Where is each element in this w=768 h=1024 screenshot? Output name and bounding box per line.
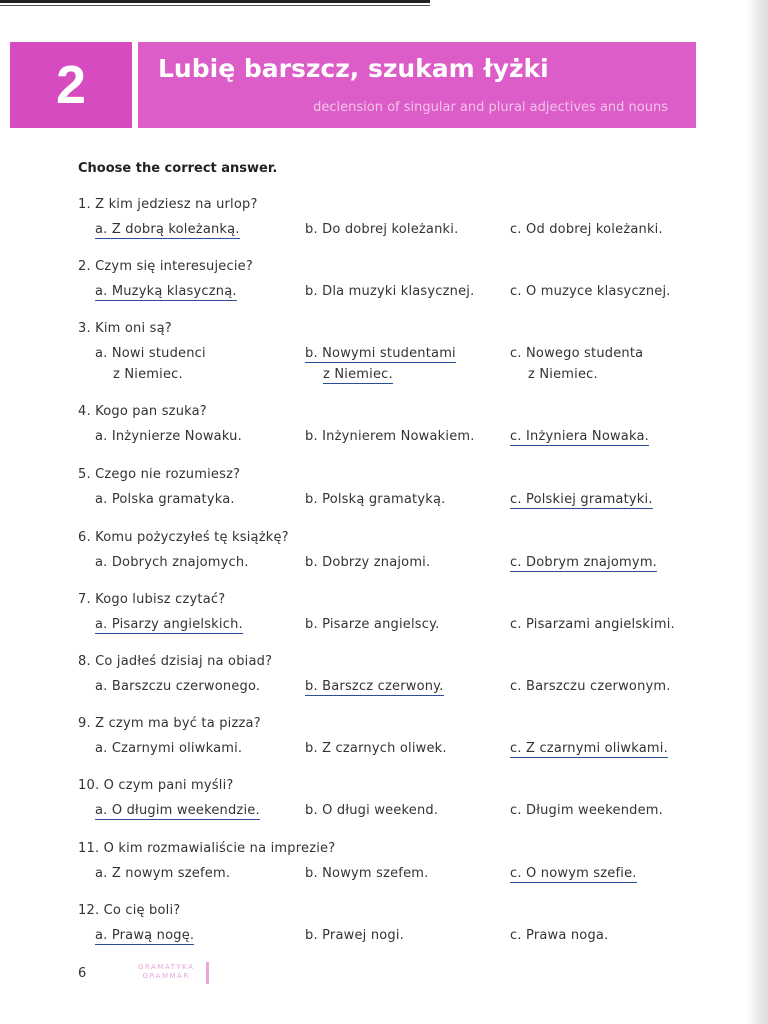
answer-option-text: b. Polską gramatyką.	[305, 492, 446, 507]
answer-option-text: b. Barszcz czerwony.	[305, 679, 444, 694]
answer-option-a[interactable]	[95, 738, 242, 759]
answer-option-b[interactable]	[305, 552, 430, 573]
answer-option-text: b. Z czarnych oliwek.	[305, 741, 447, 756]
answer-option-b[interactable]	[305, 426, 475, 447]
footer-label-line1: GRAMATYKA	[138, 963, 195, 971]
answer-option-text: c. Inżyniera Nowaka.	[510, 429, 649, 444]
answer-option-a[interactable]	[95, 552, 249, 573]
answer-option-text: a. Z nowym szefem.	[95, 866, 231, 881]
answer-option-c[interactable]	[510, 800, 663, 821]
answer-option-text: b. Do dobrej koleżanki.	[305, 222, 459, 237]
answer-option-b[interactable]	[305, 281, 474, 302]
answer-option-c[interactable]	[510, 552, 657, 573]
answer-option-text-line2: z Niemiec.	[113, 367, 183, 382]
answer-option-c[interactable]	[510, 489, 653, 510]
answer-option-text: c. Długim weekendem.	[510, 803, 663, 818]
footer-label	[138, 963, 194, 981]
answer-option-a[interactable]	[95, 676, 260, 697]
answer-option-text: a. Czarnymi oliwkami.	[95, 741, 243, 756]
answer-option-a[interactable]	[95, 489, 235, 510]
answer-option-text-line2: z Niemiec.	[528, 367, 598, 382]
answer-option-text: c. Pisarzami angielskimi.	[510, 617, 675, 632]
answer-option-b[interactable]	[305, 676, 444, 697]
question-text: 1. Z kim jedziesz na urlop?	[78, 197, 258, 212]
answer-option-b[interactable]	[305, 738, 447, 759]
chapter-banner	[138, 42, 696, 128]
answer-option-a[interactable]	[95, 614, 243, 635]
answer-option-text: b. Inżynierem Nowakiem.	[305, 429, 475, 444]
answer-option-text: c. Prawa noga.	[510, 928, 609, 943]
answer-option-a[interactable]	[95, 281, 237, 302]
answer-option-text: c. Polskiej gramatyki.	[510, 492, 653, 507]
answer-option-text: b. Dobrzy znajomi.	[305, 555, 431, 570]
top-rule-thin	[0, 5, 430, 6]
page-edge-shadow	[746, 0, 768, 1024]
answer-option-text: a. Dobrych znajomych.	[95, 555, 249, 570]
answer-option-text-line2: z Niemiec.	[323, 367, 393, 382]
answer-option-b[interactable]	[305, 219, 458, 240]
answer-option-text: b. Pisarze angielscy.	[305, 617, 440, 632]
question-text: 7. Kogo lubisz czytać?	[78, 592, 226, 607]
answer-option-b[interactable]	[305, 343, 456, 385]
chapter-subtitle: declension of singular and plural adjectives and nouns	[313, 100, 668, 115]
answer-option-text: a. Polska gramatyka.	[95, 492, 235, 507]
answer-option-text: c. Barszczu czerwonym.	[510, 679, 671, 694]
answer-option-a[interactable]	[95, 800, 260, 821]
exercise-instruction: Choose the correct answer.	[78, 161, 278, 176]
answer-option-text: c. O nowym szefie.	[510, 866, 637, 881]
answer-option-c[interactable]	[510, 614, 675, 635]
answer-option-a[interactable]	[95, 925, 194, 946]
answer-option-c[interactable]	[510, 426, 649, 447]
answer-option-text: b. Nowymi studentami	[305, 346, 456, 361]
chapter-number: 2	[55, 55, 87, 115]
answer-option-text: c. Nowego studenta	[510, 346, 644, 361]
question-text: 9. Z czym ma być ta pizza?	[78, 716, 261, 731]
answer-option-b[interactable]	[305, 925, 404, 946]
chapter-number-box	[10, 42, 132, 128]
answer-option-c[interactable]	[510, 738, 668, 759]
answer-option-text: a. Muzyką klasyczną.	[95, 284, 237, 299]
question-text: 12. Co cię boli?	[78, 903, 181, 918]
answer-option-text: a. Nowi studenci	[95, 346, 206, 361]
answer-option-text: c. Z czarnymi oliwkami.	[510, 741, 668, 756]
answer-option-c[interactable]	[510, 863, 637, 884]
answer-option-text: b. O długi weekend.	[305, 803, 439, 818]
answer-option-text: a. Inżynierze Nowaku.	[95, 429, 242, 444]
footer-label-line2: GRAMMAR	[142, 972, 190, 980]
answer-option-text: a. Barszczu czerwonego.	[95, 679, 261, 694]
footer-bar	[206, 962, 209, 984]
answer-option-text: a. Pisarzy angielskich.	[95, 617, 243, 632]
question-text: 6. Komu pożyczyłeś tę książkę?	[78, 530, 289, 545]
question-text: 11. O kim rozmawialiście na imprezie?	[78, 841, 336, 856]
answer-option-text: a. Prawą nogę.	[95, 928, 195, 943]
answer-option-c[interactable]	[510, 343, 643, 385]
answer-option-b[interactable]	[305, 800, 438, 821]
answer-option-text: a. O długim weekendzie.	[95, 803, 260, 818]
answer-option-text: a. Z dobrą koleżanką.	[95, 222, 240, 237]
answer-option-text: c. Dobrym znajomym.	[510, 555, 658, 570]
page-number: 6	[78, 966, 87, 981]
answer-option-text: b. Prawej nogi.	[305, 928, 405, 943]
top-rule	[0, 0, 430, 3]
question-text: 8. Co jadłeś dzisiaj na obiad?	[78, 654, 273, 669]
answer-option-a[interactable]	[95, 343, 206, 385]
answer-option-a[interactable]	[95, 863, 230, 884]
answer-option-a[interactable]	[95, 219, 240, 240]
answer-option-b[interactable]	[305, 863, 428, 884]
answer-option-c[interactable]	[510, 676, 671, 697]
answer-option-b[interactable]	[305, 489, 445, 510]
question-text: 3. Kim oni są?	[78, 321, 172, 336]
answer-option-c[interactable]	[510, 925, 608, 946]
question-text: 4. Kogo pan szuka?	[78, 404, 207, 419]
answer-option-c[interactable]	[510, 281, 671, 302]
answer-option-b[interactable]	[305, 614, 440, 635]
answer-option-text: b. Dla muzyki klasycznej.	[305, 284, 475, 299]
answer-option-a[interactable]	[95, 426, 242, 447]
answer-option-text: c. Od dobrej koleżanki.	[510, 222, 663, 237]
question-text: 5. Czego nie rozumiesz?	[78, 467, 241, 482]
question-text: 2. Czym się interesujecie?	[78, 259, 253, 274]
answer-option-c[interactable]	[510, 219, 663, 240]
answer-option-text: b. Nowym szefem.	[305, 866, 429, 881]
answer-option-text: c. O muzyce klasycznej.	[510, 284, 671, 299]
chapter-title: Lubię barszcz, szukam łyżki	[158, 54, 549, 83]
question-text: 10. O czym pani myśli?	[78, 778, 234, 793]
